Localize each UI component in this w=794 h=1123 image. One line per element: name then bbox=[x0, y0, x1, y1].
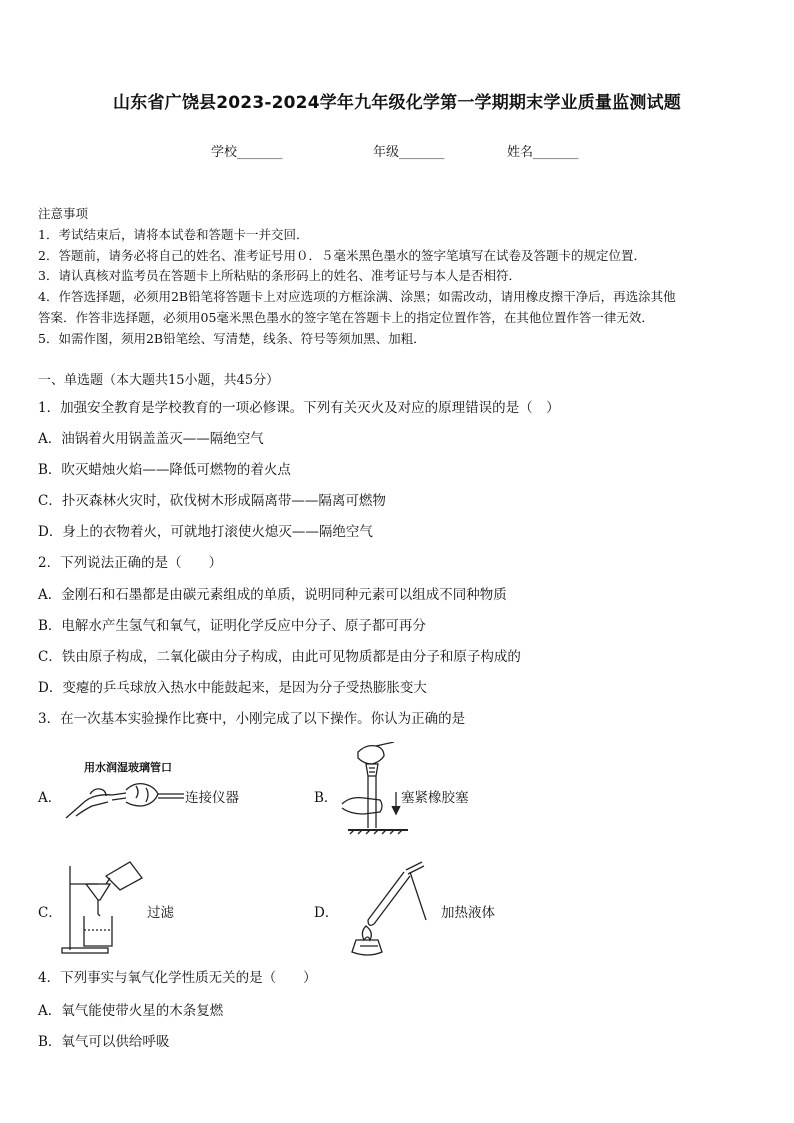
answer-option[interactable]: C．铁由原子构成，二氧化碳由分子构成，由此可见物质都是由分子和原子构成的 bbox=[38, 649, 521, 665]
notice-heading: 注意事项 bbox=[38, 206, 89, 221]
notice-item: 4．作答选择题，必须用2B铅笔将答题卡上对应选项的方框涂满、涂黑；如需改动，请用橡皮擦干净后，再选涂其他 bbox=[38, 289, 676, 304]
notice-item: 1．考试结束后，请将本试卷和答题卡一并交回． bbox=[38, 227, 309, 242]
section-heading: 一、单选题（本大题共15小题，共45分） bbox=[38, 373, 280, 388]
option-d-label: 加热液体 bbox=[441, 905, 495, 921]
option-b-label: 塞紧橡胶塞 bbox=[401, 790, 469, 806]
question-stem: 2．下列说法正确的是（ ） bbox=[38, 555, 223, 571]
notice-item: 3．请认真核对监考员在答题卡上所粘贴的条形码上的姓名、准考证号与本人是否相符． bbox=[38, 268, 521, 283]
question-stem: 1．加强安全教育是学校教育的一项必修课。下列有关灭火及对应的原理错误的是（ ） bbox=[38, 400, 560, 416]
option-b-letter[interactable]: B． bbox=[314, 790, 338, 806]
answer-option[interactable]: B．电解水产生氢气和氧气，证明化学反应中分子、原子都可再分 bbox=[38, 618, 426, 634]
option-c-label: 过滤 bbox=[147, 905, 174, 921]
connect-tube-figure bbox=[62, 776, 186, 822]
school-field[interactable]: 学校_______ bbox=[211, 145, 283, 160]
answer-option[interactable]: C．扑灭森林火灾时，砍伐树木形成隔离带——隔离可燃物 bbox=[38, 493, 386, 509]
answer-option[interactable]: A．金刚石和石墨都是由碳元素组成的单质，说明同种元素可以组成不同种物质 bbox=[38, 587, 507, 603]
answer-option[interactable]: A．油锅着火用锅盖盖灭——隔绝空气 bbox=[38, 431, 264, 447]
answer-option[interactable]: A．氧气能使带火星的木条复燃 bbox=[38, 1003, 224, 1019]
notice-item: 2．答题前，请务必将自己的姓名、准考证号用０．５毫米黑色墨水的签字笔填写在试卷及答题卡的规定位置． bbox=[38, 248, 646, 263]
answer-option[interactable]: B．吹灭蜡烛火焰——降低可燃物的着火点 bbox=[38, 462, 291, 478]
answer-option[interactable]: D．身上的衣物着火，可就地打滚使火熄灭——隔绝空气 bbox=[38, 524, 373, 540]
answer-option[interactable]: B．氧气可以供给呼吸 bbox=[38, 1034, 170, 1050]
heating-liquid-figure bbox=[338, 860, 430, 960]
question-stem: 4．下列事实与氧气化学性质无关的是（ ） bbox=[38, 970, 317, 986]
question-stem: 3．在一次基本实验操作比赛中，小刚完成了以下操作。你认为正确的是 bbox=[38, 711, 466, 727]
option-a-caption: 用水润湿玻璃管口 bbox=[84, 761, 172, 774]
name-field[interactable]: 姓名_______ bbox=[507, 145, 579, 160]
filtration-figure bbox=[60, 860, 144, 956]
option-d-letter[interactable]: D． bbox=[314, 905, 339, 921]
option-a-label: 连接仪器 bbox=[185, 790, 239, 806]
option-c-letter[interactable]: C． bbox=[38, 905, 62, 921]
notice-item: 5．如需作图，须用2B铅笔绘、写清楚，线条、符号等须加黑、加粗． bbox=[38, 331, 426, 346]
notice-item: 答案．作答非选择题，必须用05毫米黑色墨水的签字笔在答题卡上的指定位置作答，在其他位置作答一律无效． bbox=[38, 310, 654, 325]
page-title: 山东省广饶县2023-2024学年九年级化学第一学期期末学业质量监测试题 bbox=[113, 93, 681, 113]
answer-option[interactable]: D．变瘪的乒乓球放入热水中能鼓起来，是因为分子受热膨胀变大 bbox=[38, 680, 427, 696]
option-a-letter[interactable]: A． bbox=[38, 790, 62, 806]
grade-field[interactable]: 年级_______ bbox=[373, 145, 445, 160]
